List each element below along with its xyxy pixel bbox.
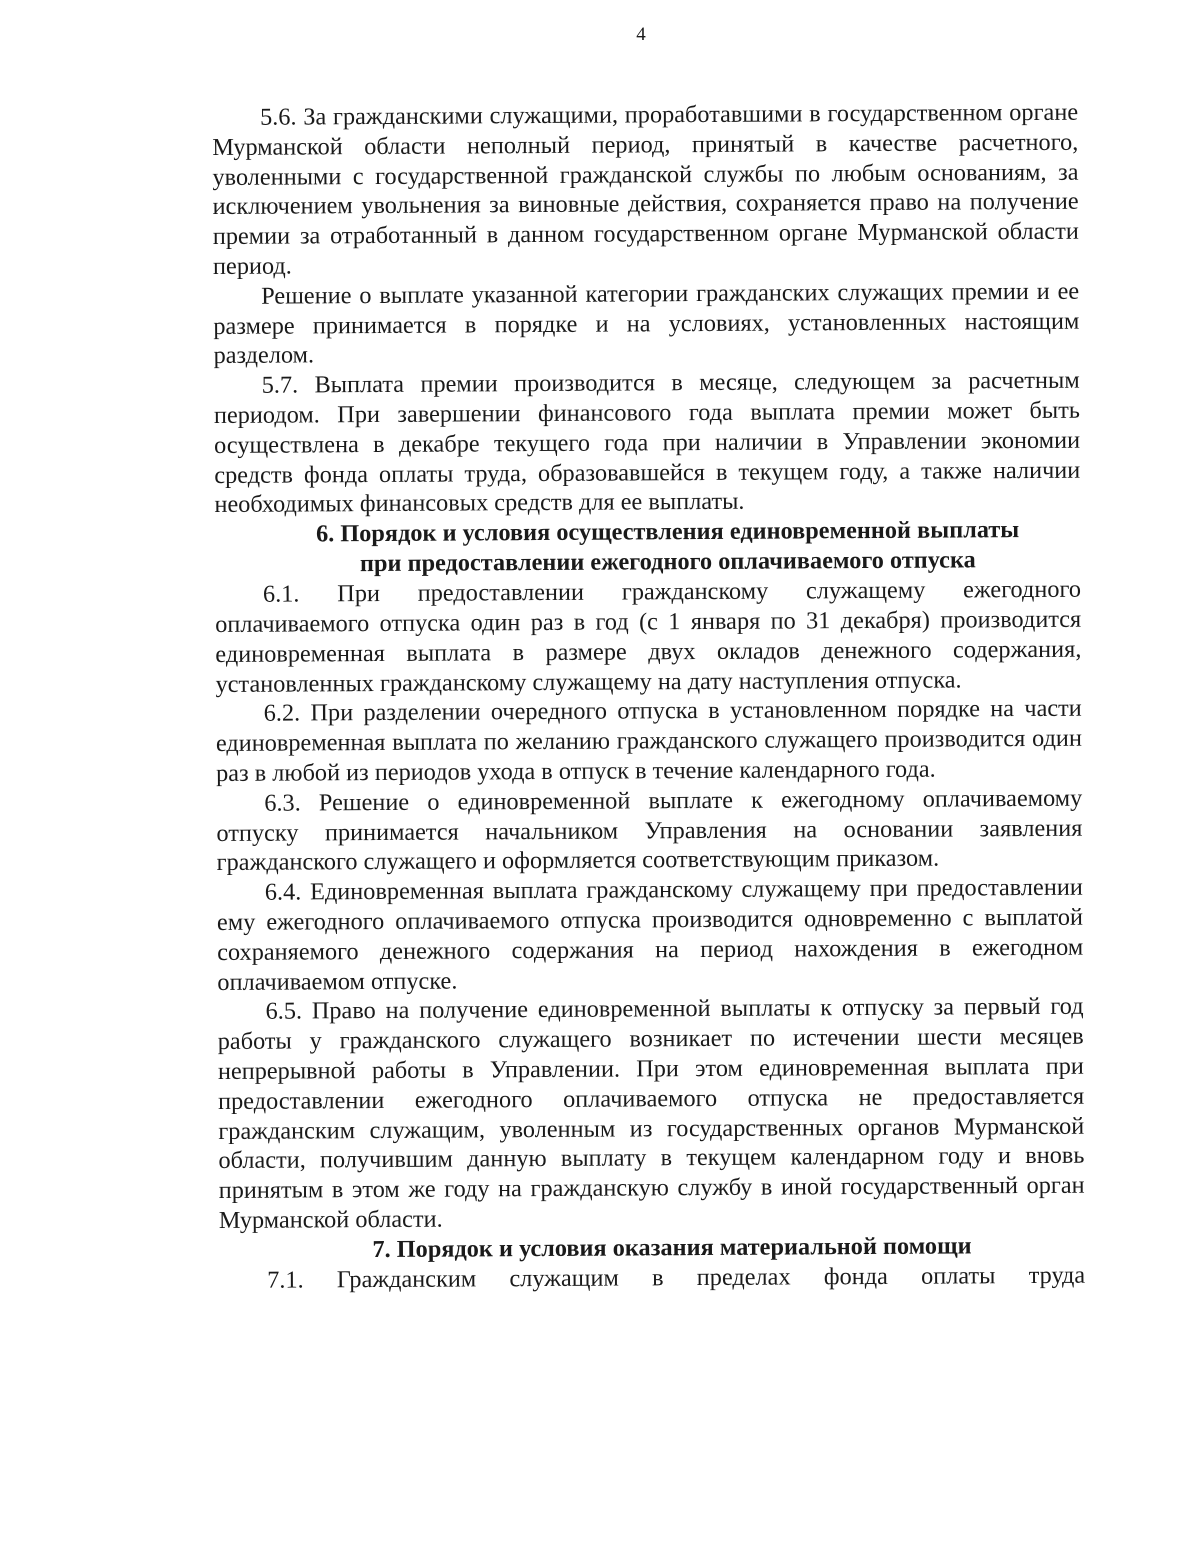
- paragraph-6-1: 6.1. При предоставлении гражданскому служащему ежегодного оплачиваемого отпуска один раз в год (с 1 января по 31 декабря) производится единовременная выплата в размере двух окладов денежного содержания, установленных гражданскому служащему на дату наступления отпуска.: [215, 575, 1082, 698]
- paragraph-5-7: 5.7. Выплата премии производится в месяце, следующем за расчетным периодом. При завершении финансового года выплата премии может быть осуществлена в декабре текущего года при наличии в Управлении экономии средств фонда оплаты труда, образовавшейся в текущем году, а также наличии необходимых финансовых средств для ее выплаты.: [213, 366, 1081, 519]
- paragraph-6-5: 6.5. Право на получение единовременной выплаты к отпуску за первый год работы у гражданского служащего возникает по истечении шести месяцев непрерывной работы в Управлении. При этом единовременная выплата при предоставлении ежегодного оплачиваемого отпуска не предоставляется гражданским служащим, уволенным из государственных органов Мурманской области, получившим данную выплату в текущем календарном году и вновь принятым в этом же году на гражданскую службу в иной государственный орган Мурманской области.: [217, 993, 1085, 1234]
- section-6-heading: [215, 515, 1081, 580]
- document-body: [212, 98, 1085, 1296]
- section-7-heading: 7. Порядок и условия оказания материальной помощи: [372, 1232, 972, 1263]
- paragraph-6-2: 6.2. При разделении очередного отпуска в установленном порядке на части единовременная выплата по желанию гражданского служащего производится один раз в любой из периодов ухода в отпуск в течение календарного года.: [215, 695, 1082, 787]
- paragraph-6-4: 6.4. Единовременная выплата гражданскому служащему при предоставлении ему ежегодного оплачиваемого отпуска производится одновременно с выплатой сохраняемого денежного содержания на период нахождения в ежегодном оплачиваемом отпуске.: [216, 873, 1084, 996]
- paragraph-7-1: 7.1. Гражданским служащим в пределах фонда оплаты труда: [267, 1261, 1086, 1294]
- page-number: 4: [636, 24, 646, 45]
- paragraph-6-3: 6.3. Решение о единовременной выплате к ежегодному оплачиваемому отпуску принимается начальником Управления на основании заявления гражданского служащего и оформляется соответствующим приказом.: [216, 784, 1083, 877]
- paragraph-5-6-decision: Решение о выплате указанной категории гражданских служащих премии и ее размере принимается в порядке и на условиях, установленных настоящим разделом.: [213, 277, 1080, 370]
- paragraph-5-6: 5.6. За гражданскими служащими, проработавшими в государственном органе Мурманской области неполный период, принятый в качестве расчетного, уволенными с государственной гражданской службы по любым основаниям, за исключением увольнения за виновные действия, сохраняется право на получение премии за отработанный в данном государственном органе Мурманской области период.: [212, 98, 1079, 280]
- section-6-heading-line1: 6. Порядок и условия осуществления единовременной выплаты: [315, 516, 1020, 548]
- section-6-heading-line2: при предоставлении ежегодного оплачиваемого отпуска: [359, 546, 976, 578]
